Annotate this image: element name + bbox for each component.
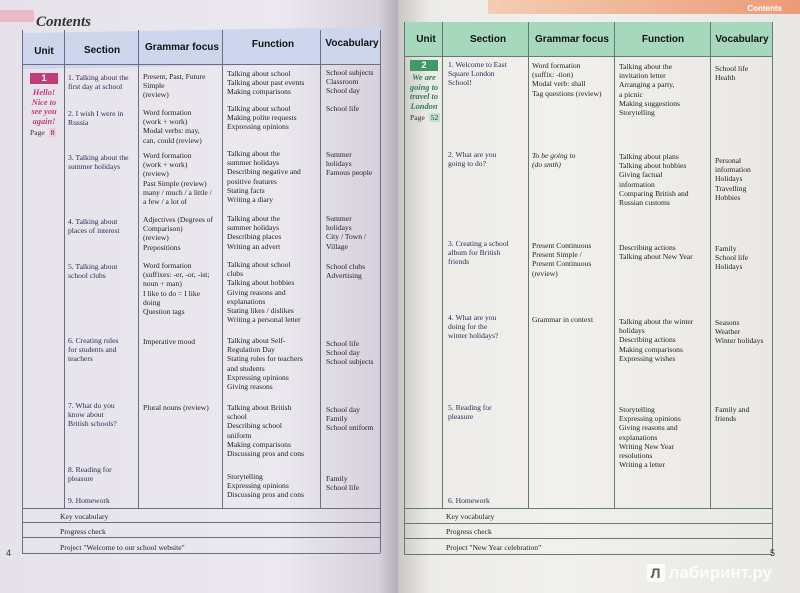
right-header-unit: Unit — [416, 34, 436, 45]
left-grammar-4: Adjectives (Degrees of Comparison) (review) Prepositions — [143, 215, 214, 252]
left-page-number: 4 — [6, 548, 12, 558]
unit-2-page-label: Page — [410, 113, 425, 122]
left-vocab-5: School clubs Advertising — [326, 262, 366, 281]
left-section-9: 9. Homework — [68, 496, 110, 505]
right-function-5: Storytelling Expressing opinions Giving reasons and explanations Writing New Year resolutions Writing a letter — [619, 405, 681, 470]
right-vocab-4: Seasons Weather Winter holidays — [715, 318, 764, 346]
right-section-4: 4. What are you doing for the winter holidays? — [448, 313, 499, 341]
left-vocab-4: Summer holidays City / Town / Village — [326, 214, 367, 251]
right-vocab-5: Family and friends — [715, 405, 750, 424]
unit-2-page-link[interactable] — [410, 113, 440, 122]
left-header-function: Function — [251, 39, 295, 50]
left-section-3: 3. Talking about the summer holidays — [68, 153, 129, 172]
left-page — [0, 0, 398, 593]
right-progress-check[interactable]: Progress check — [446, 527, 492, 536]
unit-1-page-number: 8 — [50, 128, 55, 137]
left-header-unit: Unit — [34, 46, 54, 57]
left-header-grammar: Grammar focus — [145, 42, 219, 53]
unit-2-page-number: 52 — [430, 113, 439, 122]
right-key-vocabulary[interactable]: Key vocabulary — [446, 512, 495, 521]
right-vocab-2: Personal information Holidays Travelling Hobbies — [715, 156, 751, 202]
watermark-text: лабиринт.ру — [668, 563, 772, 582]
right-project[interactable]: Project "New Year celebration" — [446, 543, 542, 552]
left-function-1: Talking about school Talking about past events Making comparisons — [227, 69, 305, 97]
left-function-7: Talking about British school Describing school uniform Making comparisons Discussing pros and cons — [227, 403, 304, 459]
left-function-5: Talking about school clubs Talking about hobbies Giving reasons and explanations Stating likes / dislikes Writing a personal letter — [227, 260, 301, 325]
pink-tab — [0, 10, 34, 22]
right-function-1: Talking about the invitation letter Arranging a party, a picnic Making suggestions Storytelling — [619, 62, 680, 118]
left-section-1: 1. Talking about the first day at school — [68, 73, 129, 92]
right-header-vocabulary: Vocabulary — [715, 34, 769, 45]
left-section-4: 4. Talking about places of interest — [68, 217, 120, 236]
contents-title: Contents — [36, 14, 92, 30]
right-section-3: 3. Creating a school album for British friends — [448, 239, 509, 267]
unit-2-badge: 2 — [410, 60, 438, 71]
left-function-8: Storytelling Expressing opinions Discussing pros and cons — [227, 472, 304, 500]
left-grammar-3: Word formation (work + work) (review) Past Simple (review) many / much / a little / a few / a lot of — [143, 151, 212, 207]
left-section-7: 7. What do you know about British schools? — [68, 401, 117, 429]
left-section-5: 5. Talking about school clubs — [68, 262, 118, 281]
left-grammar-7: Plural nouns (review) — [143, 403, 209, 412]
right-grammar-2: To be going to (do smth) — [532, 151, 576, 170]
left-vocab-8: Family School life — [326, 474, 360, 493]
left-vocab-6: School life School day School subjects — [326, 339, 374, 367]
right-page-number: 5 — [770, 548, 776, 558]
left-header-section: Section — [83, 45, 121, 56]
left-function-2: Talking about school Making polite requests Expressing opinions — [227, 104, 297, 132]
right-section-1: 1. Welcome to East Square London School! — [448, 60, 507, 88]
left-grammar-2: Word formation (work + work) Modal verbs: may, can, could (review) — [143, 108, 202, 145]
left-grammar-1: Present, Past, Future Simple (review) — [143, 72, 206, 100]
right-section-2: 2. What are you going to do? — [448, 150, 497, 169]
left-project[interactable]: Project "Welcome to our school website" — [60, 543, 185, 552]
unit-1-title: Hello! Nice to see you again! — [31, 88, 57, 126]
left-function-6: Talking about Self- Regulation Day Stating rules for teachers and students Expressing opinions Giving reasons — [227, 336, 303, 392]
left-vocab-1: School subjects Classroom School day — [326, 68, 374, 96]
left-progress-check[interactable]: Progress check — [60, 527, 106, 536]
running-head: Contents — [747, 4, 782, 13]
left-grammar-6: Imperative mood — [143, 337, 196, 346]
right-section-6: 6. Homework — [448, 496, 490, 505]
unit-1-page-label: Page — [30, 128, 45, 137]
left-key-vocabulary[interactable]: Key vocabulary — [60, 512, 109, 521]
left-grammar-5: Word formation (suffixes: -er, -or, -ist; noun + man) I like to do = I like doing Question tags — [143, 261, 210, 317]
watermark — [647, 563, 772, 583]
right-function-4: Talking about the winter holidays Describing actions Making comparisons Expressing wishes — [619, 317, 694, 363]
right-vocab-3: Family School life Holidays — [715, 244, 749, 272]
right-function-2: Talking about plans Talking about hobbies Giving factual information Comparing British and Russian customs — [619, 152, 689, 208]
right-vocab-1: School life Health — [715, 64, 749, 83]
right-grammar-1: Word formation (suffix: -tion) Modal verb: shall Tag questions (review) — [532, 61, 602, 98]
unit-1-badge: 1 — [30, 73, 58, 84]
right-header-function: Function — [641, 34, 685, 45]
right-header-grammar: Grammar focus — [535, 34, 609, 45]
left-section-8: 8. Reading for pleasure — [68, 465, 112, 484]
unit-2-title: We are going to travel to London — [409, 73, 439, 111]
left-header-vocabulary: Vocabulary — [325, 38, 379, 49]
left-function-4: Talking about the summer holidays Describing places Writing an advert — [227, 214, 282, 251]
left-vocab-3: Summer holidays Famous people — [326, 150, 373, 178]
right-header-section: Section — [469, 34, 507, 45]
right-grammar-4: Grammar in context — [532, 315, 594, 324]
left-section-2: 2. I wish I were in Russia — [68, 109, 124, 128]
right-section-5: 5. Reading for pleasure — [448, 403, 492, 422]
left-vocab-7: School day Family School uniform — [326, 405, 374, 433]
right-function-3: Describing actions Talking about New Year — [619, 243, 693, 262]
left-section-6: 6. Creating rules for students and teachers — [68, 336, 119, 364]
watermark-logo-icon: Л — [647, 564, 665, 582]
left-function-3: Talking about the summer holidays Describing negative and positive features Stating facts Writing a diary — [227, 149, 301, 205]
left-vocab-2: School life — [326, 104, 360, 113]
unit-1-page-link[interactable] — [30, 128, 56, 137]
right-grammar-3: Present Continuous Present Simple / Present Continuous (review) — [532, 241, 592, 278]
right-page — [398, 0, 800, 593]
